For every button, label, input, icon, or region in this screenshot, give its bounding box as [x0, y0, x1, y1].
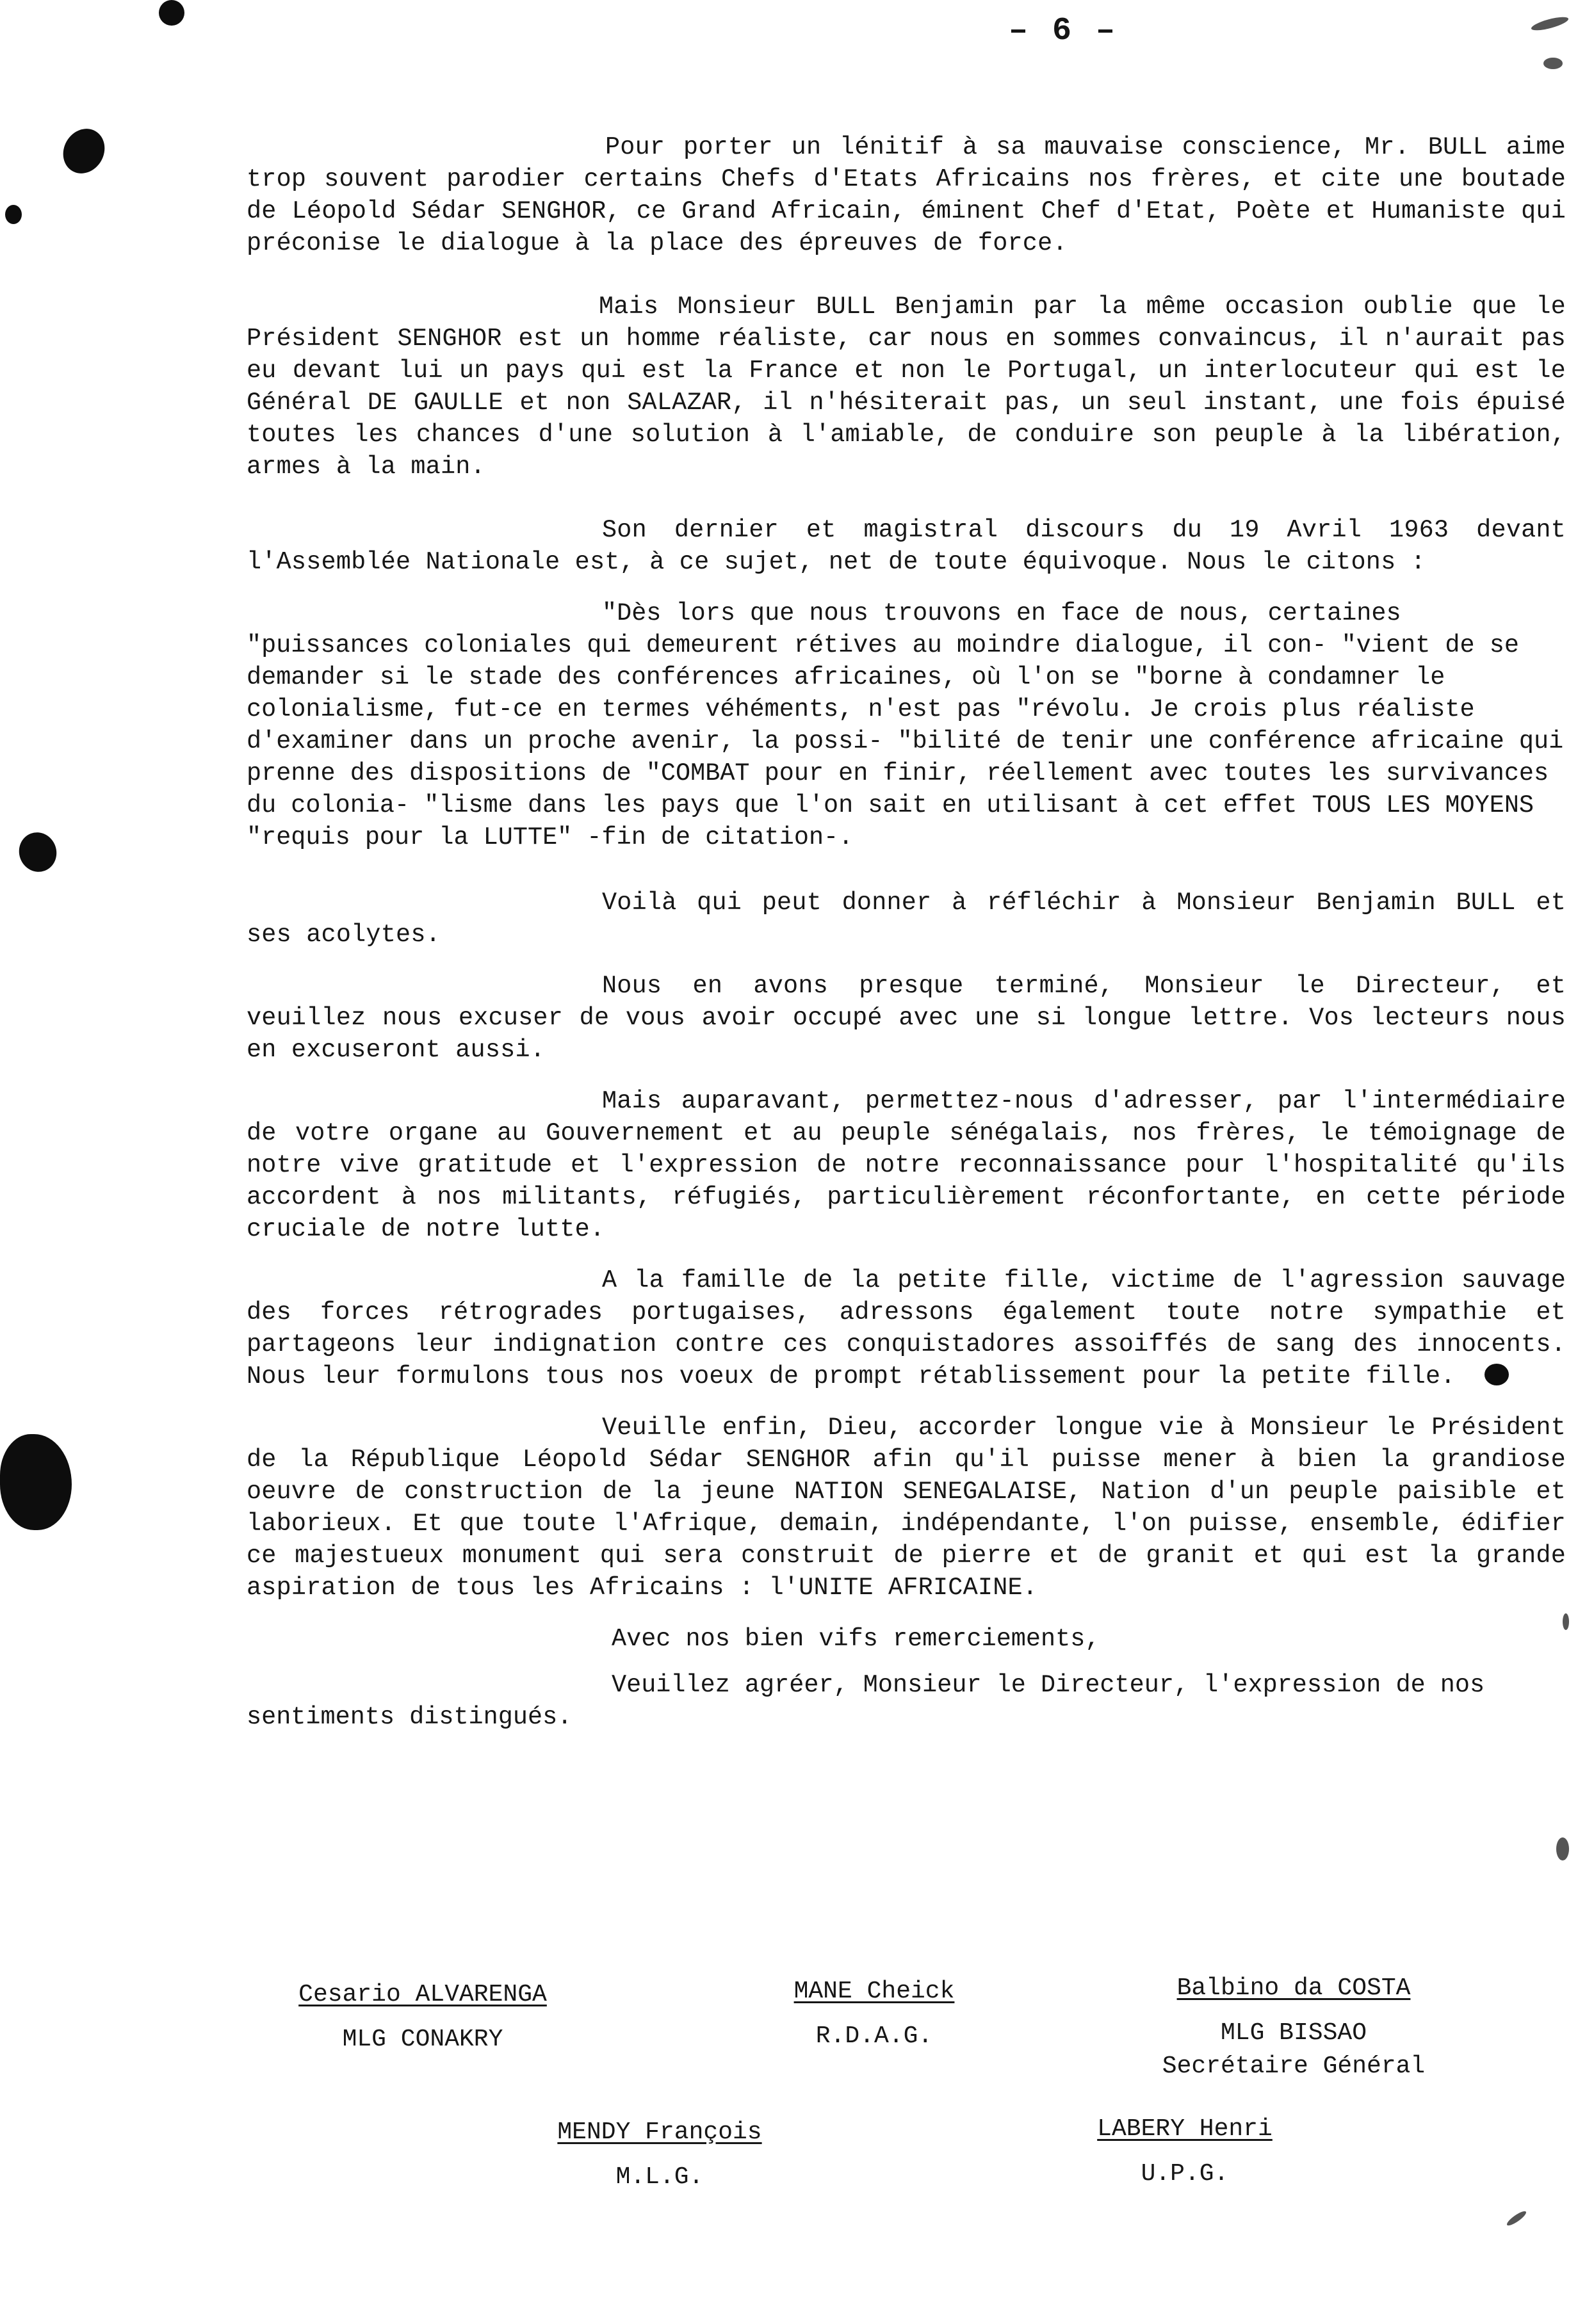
- closing-thanks: Avec nos bien vifs remerciements,: [612, 1625, 1100, 1653]
- signatory-organisation: R.D.A.G.: [815, 2022, 933, 2050]
- speck-decoration: [1556, 1837, 1569, 1860]
- signatory-name: MENDY François: [557, 2118, 762, 2146]
- ink-blot-decoration: [159, 0, 184, 26]
- signatory-organisation: MLG CONAKRY: [342, 2026, 503, 2053]
- signature-labery: [1063, 2113, 1306, 2191]
- signatory-organisation: M.L.G.: [615, 2163, 704, 2191]
- signatory-name: MANE Cheick: [793, 1978, 955, 2005]
- page-number: – 6 –: [1009, 13, 1118, 49]
- ink-blot-decoration: [13, 827, 62, 877]
- signatory-name: Cesario ALVARENGA: [298, 1981, 547, 2008]
- paragraph-terminer: Nous en avons presque terminé, Monsieur le Directeur, et veuillez nous excuser de vous avoir occupé avec une si longue lettre. Vos lecteurs nous en excuseront aussi.: [247, 972, 1566, 1064]
- letter-body: [247, 131, 1566, 1747]
- closing-salutation: Veuillez agréer, Monsieur le Directeur, l'expression de nos sentiments distingués.: [247, 1671, 1485, 1731]
- signature-mendy: [525, 2116, 794, 2194]
- paragraph-reflechir: Voilà qui peut donner à réfléchir à Monsieur Benjamin BULL et ses acolytes.: [247, 889, 1566, 949]
- paragraph-discours: Son dernier et magistral discours du 19 Avril 1963 devant l'Assemblée Nationale est, à ce sujet, net de toute équivoque. Nous le citons :: [247, 516, 1566, 576]
- block-quote: "Dès lors que nous trouvons en face de nous, certaines "puissances coloniales qui demeurent rétives au moindre dialogue, il con- "vient de se demander si le stade des conférences africaines, où l'on se "borne à condamner le colonialisme, fut-ce en termes véhéments, n'est pas "révolu. Je crois plus réaliste d'examiner dans un proche avenir, la possi- "bilité de tenir une conférence africaine qui prenne des dispositions de "COMBAT pour en finir, réellement avec toutes les survivances du colonia- "lisme dans les pays que l'on sait en utilisant à cet effet TOUS LES MOYENS "requis pour la LUTTE" -fin de citation-.: [247, 599, 1564, 851]
- speck-decoration: [1505, 2209, 1527, 2228]
- paragraph-voeux: Veuille enfin, Dieu, accorder longue vie à Monsieur le Président de la République Léopold Sédar SENGHOR afin qu'il puisse mener à bien la grandiose oeuvre de construction de la jeune NATION SENEGALAISE, Nation d'un peuple paisible et laborieux. Et que toute l'Afrique, demain, indépendante, l'on puisse, ensemble, édifier ce majestueux monument qui sera construit de pierre et de granit et qui est la grande aspiration de tous les Africains : l'UNITE AFRICAINE.: [247, 1414, 1566, 1602]
- paragraph-gratitude: Mais auparavant, permettez-nous d'adresser, par l'intermédiaire de votre organe au Gouvernement et au peuple sénégalais, nos frères, le témoignage de notre vive gratitude et l'expression de notre reconnaissance pour l'hospitalité qu'ils accordent à nos militants, réfugiés, particulièrement réconfortante, en cette période cruciale de notre lutte.: [247, 1087, 1566, 1243]
- signatory-organisation: MLG BISSAO: [1220, 2019, 1367, 2047]
- signatory-role: Secrétaire Général: [1162, 2053, 1426, 2080]
- signature-mane: [762, 1975, 986, 2053]
- paragraph-senghor-realist: Mais Monsieur BULL Benjamin par la même occasion oublie que le Président SENGHOR est un homme réaliste, car nous en sommes convaincus, il n'aurait pas eu devant lui un pays qui est la France et non le Portugal, un interlocuteur qui est le Général DE GAULLE et non SALAZAR, il n'hésiterait pas, un seul instant, une fois épuisé toutes les chances d'une solution à l'amiable, de conduire son peuple à la libération, armes à la main.: [247, 293, 1566, 481]
- paragraph-famille: A la famille de la petite fille, victime de l'agression sauvage des forces rétrogrades portugaises, adressons également toute notre sympathie et partageons leur indignation contre ces conquistadores assoiffés de sang des innocents. Nous leur formulons tous nos voeux de prompt rétablissement pour la petite fille.: [247, 1266, 1566, 1391]
- signatory-organisation: U.P.G.: [1141, 2160, 1229, 2188]
- speck-decoration: [1543, 58, 1563, 69]
- signature-alvarenga: [269, 1978, 576, 2056]
- ink-blot-decoration: [55, 121, 113, 181]
- signatory-name: LABERY Henri: [1097, 2115, 1273, 2143]
- ink-blot-decoration: [5, 205, 22, 224]
- paragraph-senghor-citation: Pour porter un lénitif à sa mauvaise conscience, Mr. BULL aime trop souvent parodier certains Chefs d'Etats Africains nos frères, et cite une boutade de Léopold Sédar SENGHOR, ce Grand Africain, éminent Chef d'Etat, Poète et Humaniste qui préconise le dialogue à la place des épreuves de force.: [247, 133, 1566, 257]
- signatory-name: Balbino da COSTA: [1176, 1974, 1411, 2002]
- speck-decoration: [1530, 14, 1570, 33]
- signature-costa: [1127, 1972, 1460, 2083]
- ink-blot-decoration: [0, 1434, 72, 1530]
